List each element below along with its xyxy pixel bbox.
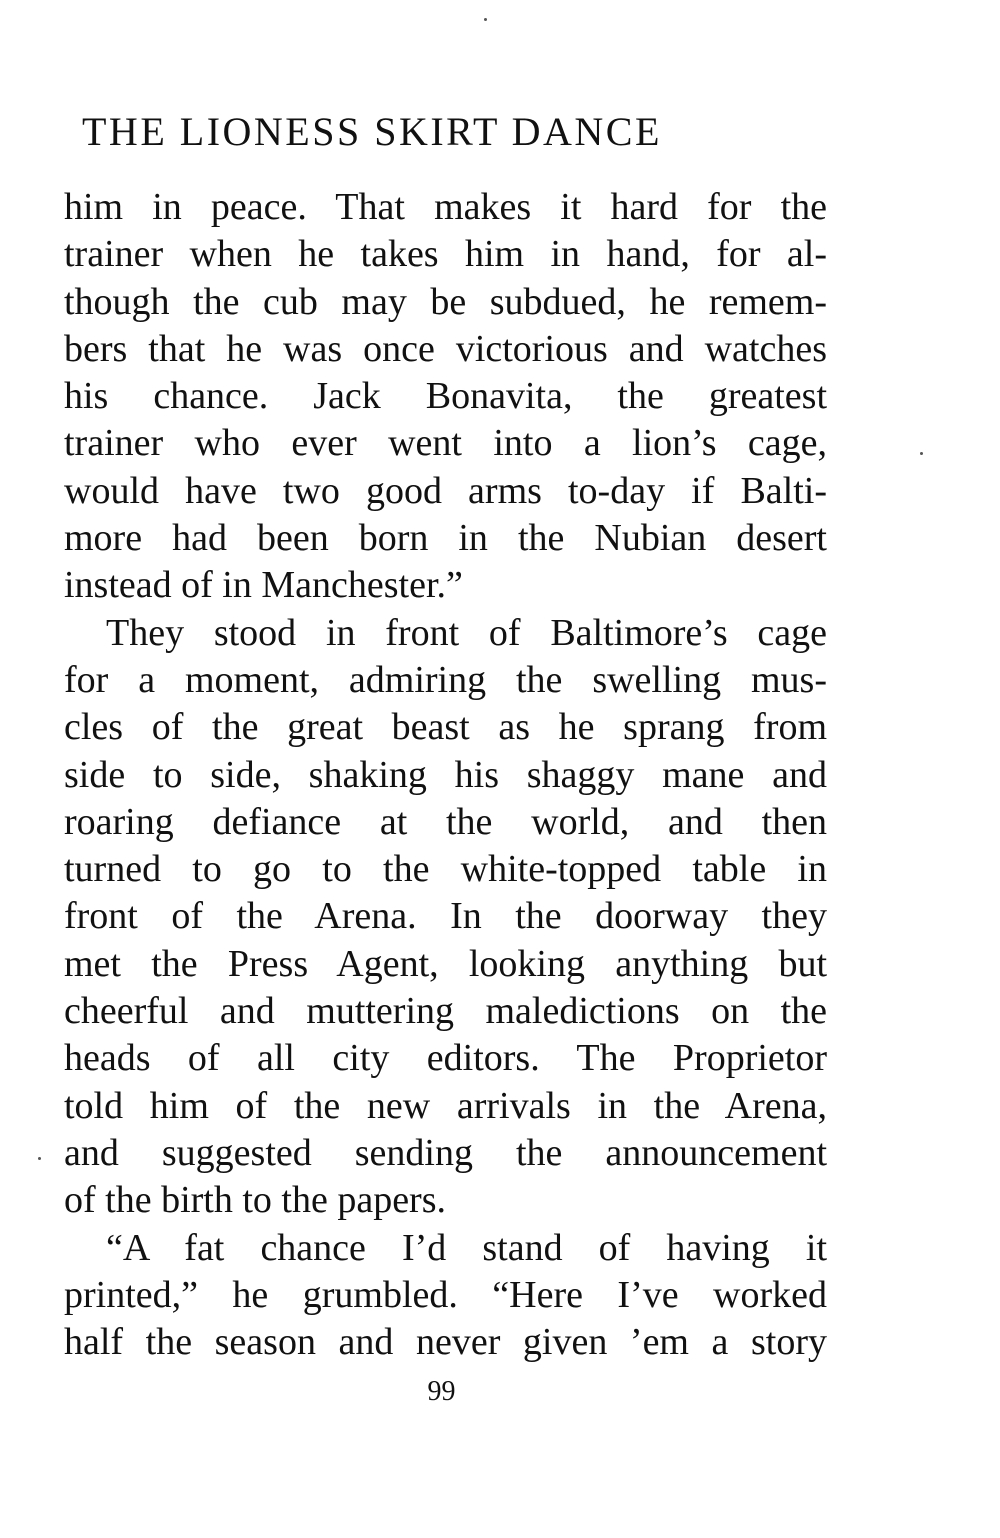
text-line: heads of all city editors. The Proprietor (64, 1037, 827, 1080)
scan-speck (920, 452, 923, 455)
paragraph-start-line: They stood in front of Baltimore’s cage (106, 611, 827, 654)
body-text (64, 184, 827, 1366)
text-line: met the Press Agent, looking anything but (64, 942, 827, 985)
text-line: more had been born in the Nubian desert (64, 517, 827, 560)
text-line: roaring defiance at the world, and then (64, 800, 827, 843)
text-line: instead of in Manchester.” (64, 564, 463, 607)
text-line: of the birth to the papers. (64, 1179, 447, 1222)
text-line: and suggested sending the announcement (64, 1131, 827, 1174)
paragraph-start-line: “A fat chance I’d stand of having it (106, 1226, 827, 1269)
scan-speck (38, 1157, 41, 1160)
text-line: side to side, shaking his shaggy mane and (64, 753, 827, 796)
text-line: his chance. Jack Bonavita, the greatest (64, 375, 827, 418)
text-line: though the cub may be subdued, he remem- (64, 280, 827, 323)
text-line: for a moment, admiring the swelling mus- (64, 658, 827, 701)
text-line: turned to go to the white-topped table in (64, 848, 827, 891)
text-line: told him of the new arrivals in the Arena, (64, 1084, 827, 1127)
text-line: cheerful and muttering maledictions on the (64, 990, 827, 1033)
scan-speck (484, 18, 487, 21)
text-line: front of the Arena. In the doorway they (64, 895, 827, 938)
page-number: 99 (427, 1376, 456, 1407)
text-line: half the season and never given ’em a story (64, 1321, 827, 1364)
text-line: him in peace. That makes it hard for the (64, 186, 827, 228)
text-line: trainer who ever went into a lion’s cage, (64, 422, 827, 465)
text-line: would have two good arms to-day if Balti- (64, 469, 827, 512)
running-head: THE LIONESS SKIRT DANCE (82, 109, 662, 154)
text-line: cles of the great beast as he sprang from (64, 706, 827, 749)
text-line: trainer when he takes him in hand, for al- (64, 233, 827, 276)
text-line: printed,” he grumbled. “Here I’ve worked (64, 1273, 827, 1316)
text-line: bers that he was once victorious and watches (64, 327, 827, 370)
